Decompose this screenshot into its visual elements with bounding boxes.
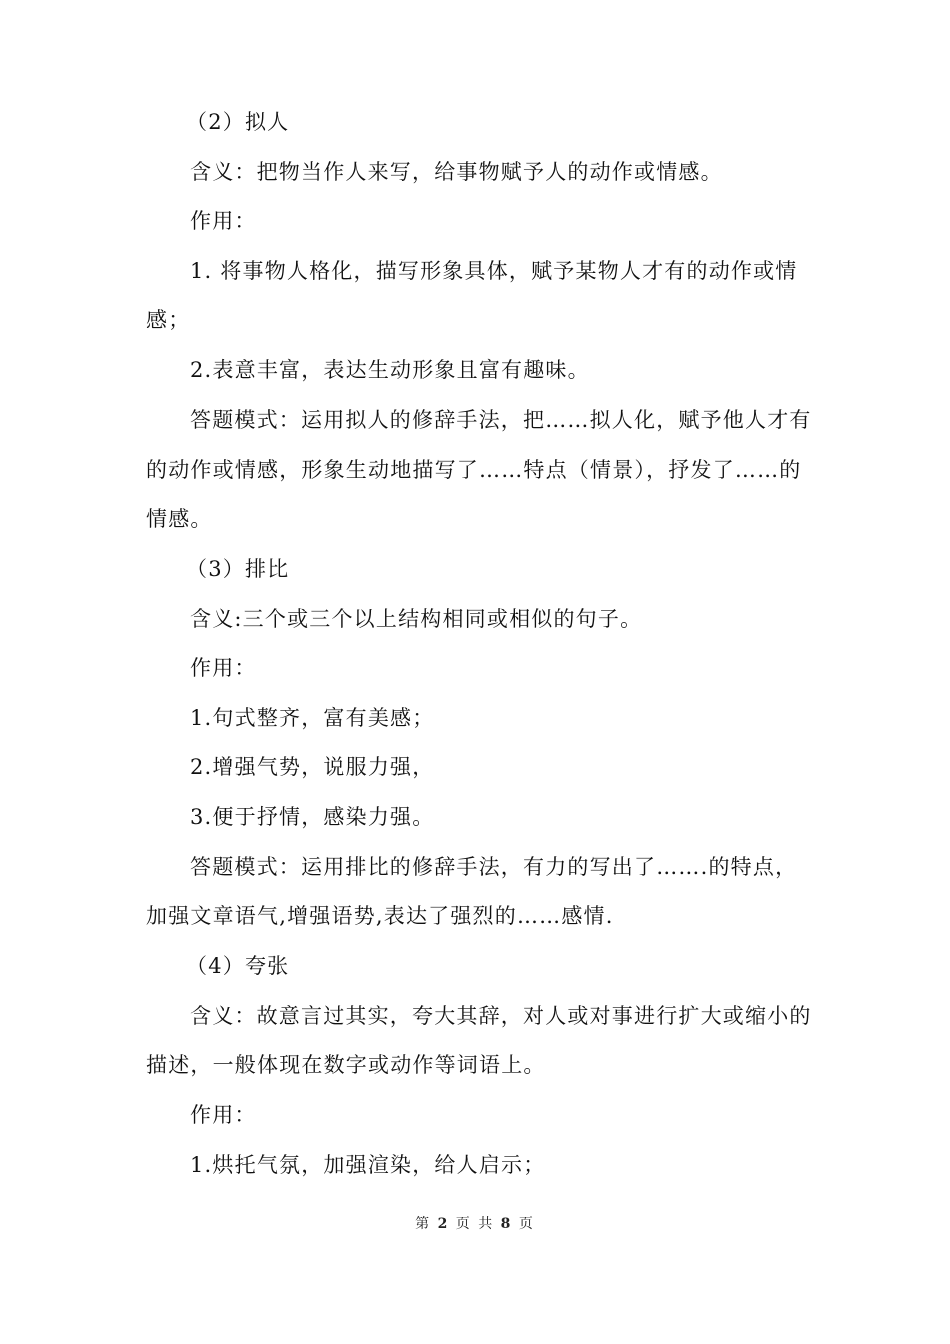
footer-middle: 页 共: [455, 1216, 495, 1232]
page-footer: [0, 1213, 950, 1233]
list-item: 1. 将事物人格化，描写形象具体，赋予某物人才有的动作或情: [190, 259, 798, 283]
section-heading-parallelism: （3）排比: [186, 557, 290, 581]
answer-pattern-line: 答题模式：运用拟人的修辞手法，把……拟人化，赋予他人才有: [190, 408, 812, 432]
answer-pattern-continuation: 情感。: [146, 507, 213, 531]
definition-line: 含义:三个或三个以上结构相同或相似的句子。: [190, 607, 643, 631]
list-item: 2.增强气势，说服力强，: [190, 755, 435, 779]
answer-pattern-line: 答题模式：运用排比的修辞手法，有力的写出了…….的特点，: [190, 855, 798, 879]
answer-pattern-continuation: 的动作或情感，形象生动地描写了……特点（情景），抒发了……的: [146, 458, 802, 482]
function-label: 作用：: [190, 656, 257, 680]
answer-pattern-continuation: 加强文章语气,增强语势,表达了强烈的……感情.: [146, 904, 614, 928]
list-item: 1.烘托气氛，加强渲染，给人启示；: [190, 1153, 546, 1177]
definition-line: 含义：故意言过其实，夸大其辞，对人或对事进行扩大或缩小的: [190, 1004, 812, 1028]
list-item-continuation: 感；: [146, 308, 191, 332]
list-item: 1.句式整齐，富有美感；: [190, 706, 435, 730]
footer-suffix: 页: [518, 1216, 535, 1232]
footer-prefix: 第: [415, 1216, 432, 1232]
definition-continuation: 描述，一般体现在数字或动作等词语上。: [146, 1053, 546, 1077]
function-label: 作用：: [190, 1103, 257, 1127]
current-page-number: 2: [437, 1216, 450, 1232]
list-item: 3.便于抒情，感染力强。: [190, 805, 435, 829]
function-label: 作用：: [190, 209, 257, 233]
section-heading-personification: （2）拟人: [186, 110, 290, 134]
total-page-number: 8: [500, 1216, 513, 1232]
definition-line: 含义：把物当作人来写，给事物赋予人的动作或情感。: [190, 160, 723, 184]
list-item: 2.表意丰富，表达生动形象且富有趣味。: [190, 358, 590, 382]
section-heading-hyperbole: （4）夸张: [186, 954, 290, 978]
